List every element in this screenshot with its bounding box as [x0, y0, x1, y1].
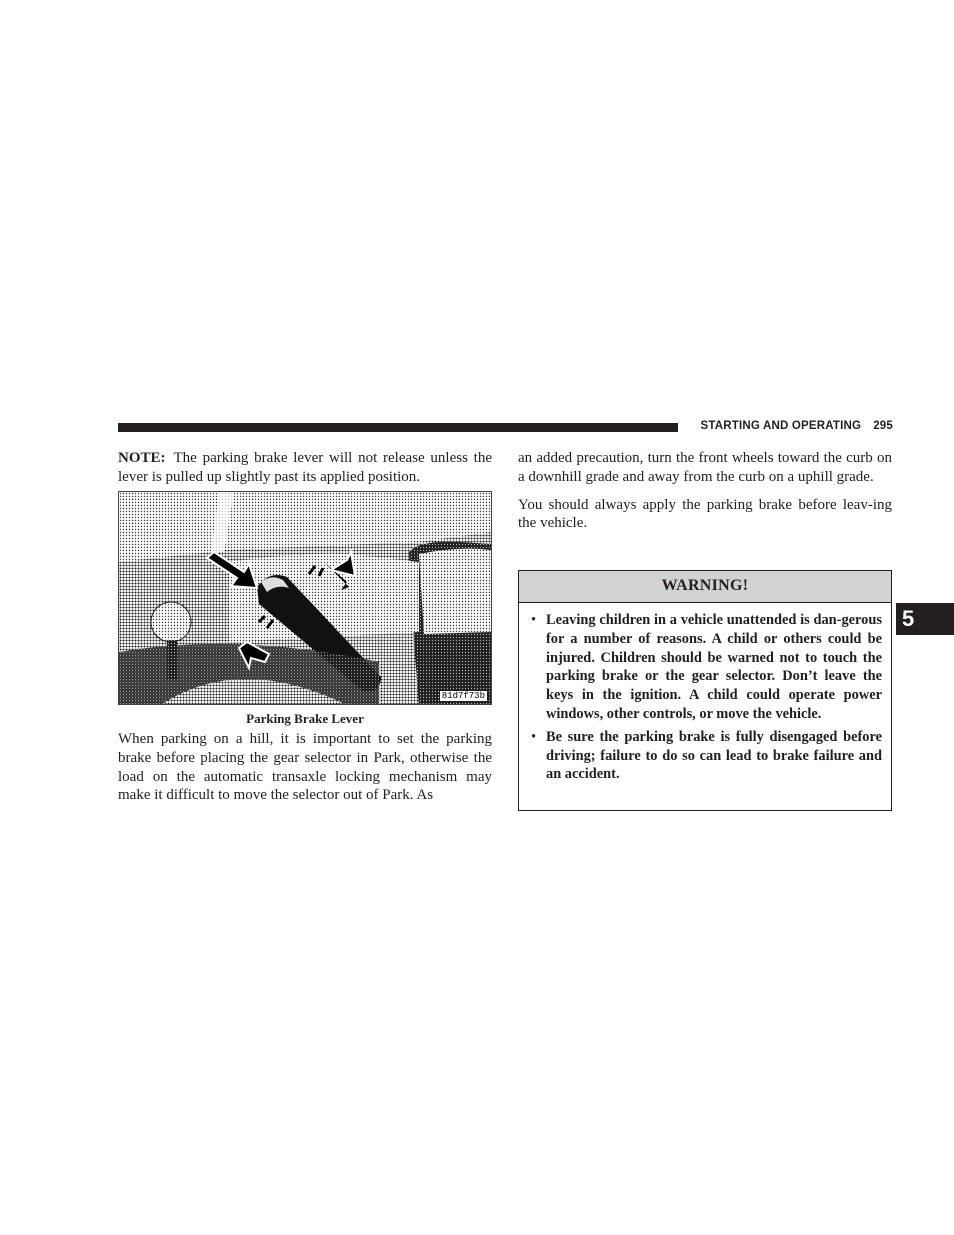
figure-code: 81d7f73b [441, 691, 485, 701]
parking-brake-illustration [119, 492, 492, 705]
warning-list [519, 603, 891, 784]
warning-item [531, 728, 882, 784]
figure-caption: Parking Brake Lever [246, 711, 364, 726]
bullet-icon: • [531, 728, 537, 745]
parking-brake-figure [118, 491, 492, 705]
warning-item-text: Be sure the parking brake is fully disengaged before driving; failure to do so can lead to brake failure and an accident. [546, 728, 882, 783]
right-column [518, 449, 892, 533]
note-text: The parking brake lever will not release unless the lever is pulled up slightly past its applied position. [118, 450, 492, 485]
header-rule [118, 423, 678, 432]
right-paragraph-1: an added precaution, turn the front wheels toward the curb on a downhill grade and away from the curb on a uphill grade. [518, 450, 892, 485]
right-paragraph-2: You should always apply the parking brake before leav-ing the vehicle. [518, 496, 892, 532]
warning-title: WARNING! [519, 571, 891, 603]
running-header [688, 420, 893, 436]
chapter-tab: 5 [896, 603, 954, 635]
warning-item [531, 611, 882, 724]
warning-item-text: Leaving children in a vehicle unattended is dan-gerous for a number of reasons. A child or others could be injured. Children should be warned not to touch the parking brake or the gear selector. Don’t leave the keys in the ignition. A child could operate power windows, other controls, or move the vehicle. [546, 612, 882, 722]
note-paragraph [118, 449, 492, 487]
left-body-paragraph: When parking on a hill, it is important to set the parking brake before placing the gear selector in Park, otherwise the load on the automatic transaxle locking mechanism may make it difficult to move the selector out of Park. As [118, 731, 492, 804]
section-title: STARTING AND OPERATING [700, 420, 862, 432]
warning-box [518, 570, 892, 811]
page-number: 295 [873, 420, 893, 432]
bullet-icon: • [531, 612, 537, 628]
note-label: NOTE: [118, 450, 166, 466]
